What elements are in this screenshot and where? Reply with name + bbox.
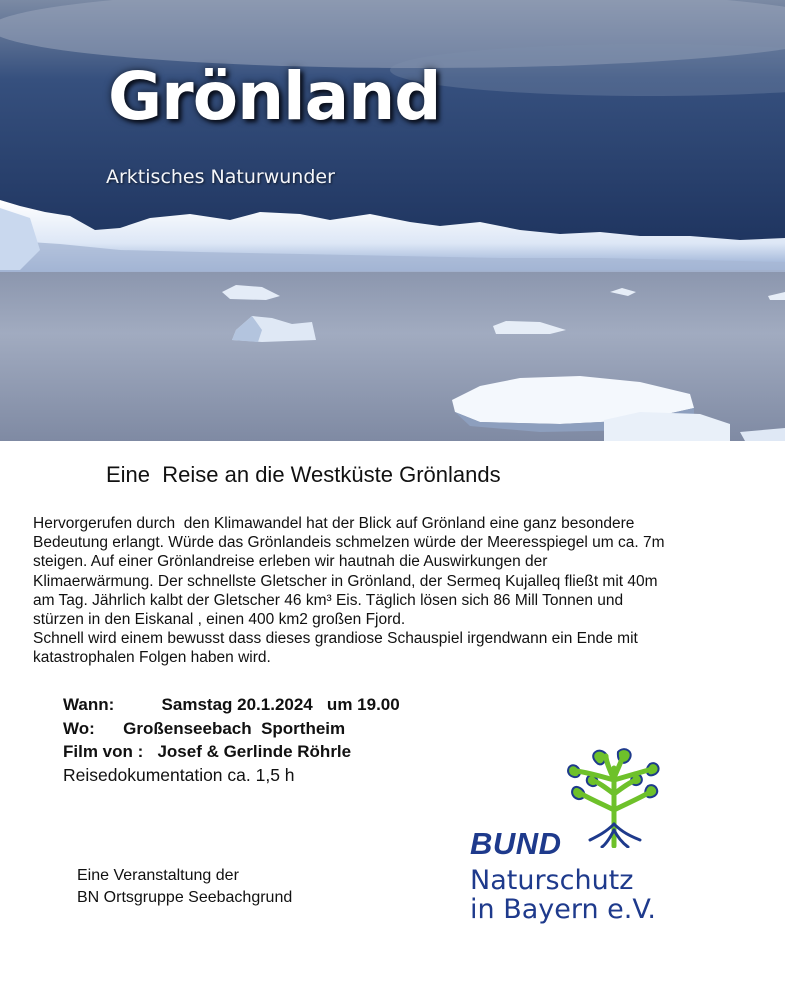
- intro-paragraph: [33, 514, 763, 668]
- where-label: Wo:: [63, 718, 95, 738]
- event-film: [63, 740, 400, 764]
- poster-title: Grönland: [108, 58, 441, 135]
- logo-line: in Bayern e.V.: [470, 894, 656, 925]
- logo-bund-text: BUND: [470, 826, 562, 861]
- logo-line: Naturschutz: [470, 865, 634, 896]
- event-duration: Reisedokumentation ca. 1,5 h: [63, 764, 295, 785]
- organizer-line: Eine Veranstaltung der: [77, 867, 239, 884]
- organizer-line: BN Ortsgruppe Seebachgrund: [77, 889, 293, 906]
- film-value: Josef & Gerlinde Röhrle: [157, 742, 352, 761]
- organizer-note: [77, 865, 292, 909]
- headline: Eine Reise an die Westküste Grönlands: [106, 462, 501, 487]
- intro-line: stürzen in den Eiskanal , einen 400 km2 großen Fjord.: [33, 611, 406, 629]
- film-label: Film von :: [63, 742, 144, 761]
- when-label: Wann:: [63, 695, 115, 714]
- intro-line: am Tag. Jährlich kalbt der Gletscher 46 km³ Eis. Täglich lösen sich 86 Mill Tonnen und: [33, 591, 624, 609]
- where-value: Großenseebach Sportheim: [123, 718, 346, 738]
- poster-subtitle: Arktisches Naturwunder: [106, 166, 335, 188]
- tree-roots-icon: [566, 748, 666, 848]
- intro-line: Hervorgerufen durch den Klimawandel hat der Blick auf Grönland eine ganz besondere: [33, 515, 635, 532]
- intro-line: Bedeutung erlangt. Würde das Grönlandeis schmelzen würde der Meeresspiegel um ca. 7m: [33, 534, 665, 552]
- when-value: Samstag 20.1.2024 um 19.00: [161, 695, 400, 714]
- event-where: [63, 717, 400, 741]
- intro-line: Schnell wird einem bewusst dass dieses grandiose Schauspiel irgendwann ein Ende mit: [33, 630, 638, 648]
- intro-line: Klimaerwärmung. Der schnellste Gletscher in Grönland, der Sermeq Kujalleq fließt mit 40m: [33, 572, 658, 590]
- hero-image: [0, 0, 785, 441]
- intro-line: steigen. Auf einer Grönlandreise erleben wir hautnah die Auswirkungen der: [33, 553, 548, 571]
- event-details: [63, 693, 400, 787]
- event-when: [63, 693, 400, 717]
- intro-line: katastrophalen Folgen haben wird.: [33, 649, 271, 667]
- bund-logo: [470, 748, 670, 928]
